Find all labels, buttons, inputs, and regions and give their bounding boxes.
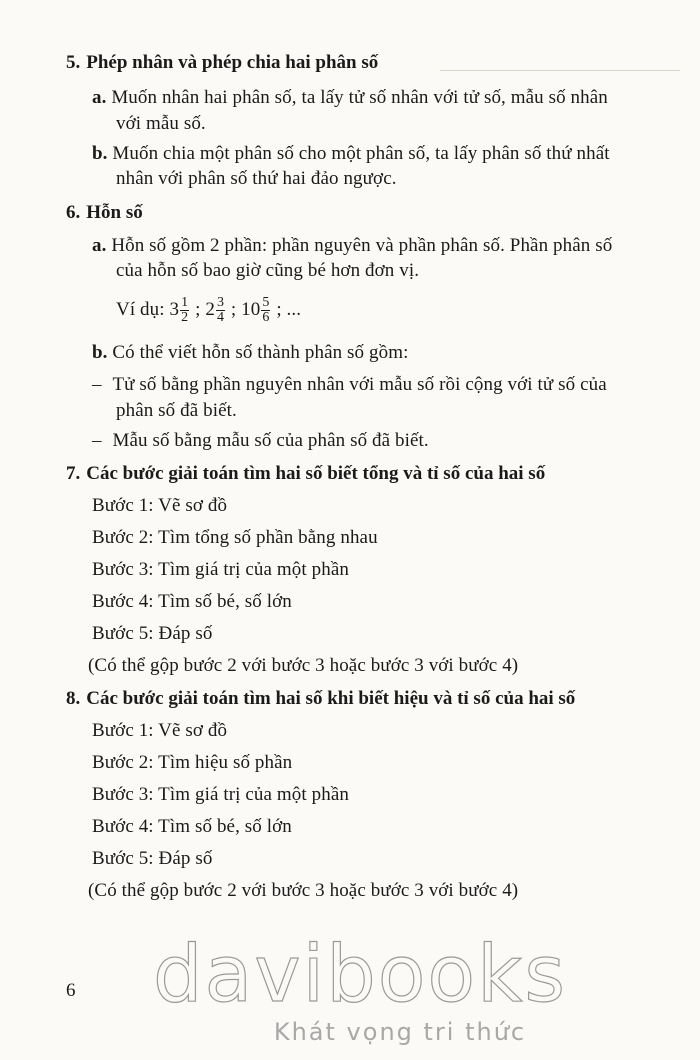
mixed-whole: 10 <box>241 298 261 320</box>
item-5b-line-2: nhân với phân số thứ hai đảo ngược. <box>116 168 397 189</box>
bullet-2 <box>92 430 429 452</box>
bullet-text: Tử số bằng phần nguyên nhân với mẫu số rồi cộng với tử số của <box>112 374 607 395</box>
step: Bước 3: Tìm giá trị của một phần <box>92 784 349 805</box>
step: Bước 1: Vẽ sơ đồ <box>92 495 228 516</box>
item-6a-line-1 <box>92 235 612 257</box>
step: Bước 3: Tìm giá trị của một phần <box>92 559 349 580</box>
watermark-brand: davibooks <box>153 930 567 1020</box>
item-text: Muốn nhân hai phân số, ta lấy tử số nhân với tử số, mẫu số nhân <box>111 87 608 108</box>
item-label: a. <box>92 235 107 256</box>
fraction <box>216 296 225 325</box>
item-label: a. <box>92 87 107 108</box>
step: Bước 2: Tìm hiệu số phần <box>92 752 293 773</box>
item-6b <box>92 342 408 364</box>
bullet-1-line-2: phân số đã biết. <box>116 400 237 421</box>
item-label: b. <box>92 143 108 164</box>
example-prefix: Ví dụ: <box>116 298 165 320</box>
item-text: Muốn chia một phân số cho một phân số, ta lấy phân số thứ nhất <box>112 143 610 164</box>
numerator: 1 <box>181 295 189 310</box>
step: Bước 4: Tìm số bé, số lớn <box>92 816 292 837</box>
section-8-heading <box>66 688 575 710</box>
denominator: 6 <box>262 310 270 325</box>
step: Bước 4: Tìm số bé, số lớn <box>92 591 292 612</box>
section-title: Phép nhân và phép chia hai phân số <box>86 52 379 73</box>
item-5a-line-1 <box>92 87 608 109</box>
denominator: 2 <box>181 310 189 325</box>
section-6-heading <box>66 202 143 224</box>
numerator: 3 <box>216 295 225 310</box>
section-7-heading <box>66 463 545 485</box>
step-note: (Có thể gộp bước 2 với bước 3 hoặc bước 3 với bước 4) <box>88 655 519 676</box>
watermark-tagline: Khát vọng tri thức <box>273 1018 527 1046</box>
example-suffix: ; ... <box>276 298 302 320</box>
section-number: 6. <box>66 202 81 223</box>
section-title: Các bước giải toán tìm hai số biết tổng và tỉ số của hai số <box>86 463 546 484</box>
separator: ; <box>195 298 201 320</box>
step: Bước 5: Đáp số <box>92 623 213 644</box>
mixed-whole: 3 <box>169 298 180 320</box>
item-label: b. <box>92 342 108 363</box>
section-title: Các bước giải toán tìm hai số khi biết hiệu và tỉ số của hai số <box>86 688 576 709</box>
step: Bước 1: Vẽ sơ đồ <box>92 720 228 741</box>
item-6a-line-2: của hỗn số bao giờ cũng bé hơn đơn vị. <box>116 260 420 281</box>
numerator: 5 <box>262 295 270 310</box>
section-number: 5. <box>66 52 81 73</box>
section-number: 7. <box>66 463 81 484</box>
bullet-text: Mẫu số bằng mẫu số của phân số đã biết. <box>112 430 429 451</box>
bleed-through-rule <box>440 70 680 71</box>
section-title: Hỗn số <box>86 202 143 223</box>
item-5b-line-1 <box>92 143 610 165</box>
section-number: 8. <box>66 688 81 709</box>
item-text: Hỗn số gồm 2 phần: phần nguyên và phần phân số. Phần phân số <box>111 235 613 256</box>
mixed-whole: 2 <box>205 298 215 320</box>
step-note: (Có thể gộp bước 2 với bước 3 hoặc bước 3 với bước 4) <box>88 880 519 901</box>
separator: ; <box>230 298 237 320</box>
fraction <box>261 296 270 325</box>
dash-bullet: – <box>92 430 102 451</box>
dash-bullet: – <box>92 374 102 395</box>
fraction <box>180 296 189 325</box>
bullet-1-line-1 <box>92 374 607 396</box>
item-5a-line-2: với mẫu số. <box>116 113 206 134</box>
step: Bước 5: Đáp số <box>92 848 213 869</box>
denominator: 4 <box>216 310 225 325</box>
item-text: Có thể viết hỗn số thành phân số gồm: <box>112 342 409 363</box>
section-5-heading <box>66 52 378 74</box>
page-number: 6 <box>66 980 76 1001</box>
mixed-number-example <box>116 296 301 325</box>
step: Bước 2: Tìm tổng số phần bằng nhau <box>92 527 378 548</box>
